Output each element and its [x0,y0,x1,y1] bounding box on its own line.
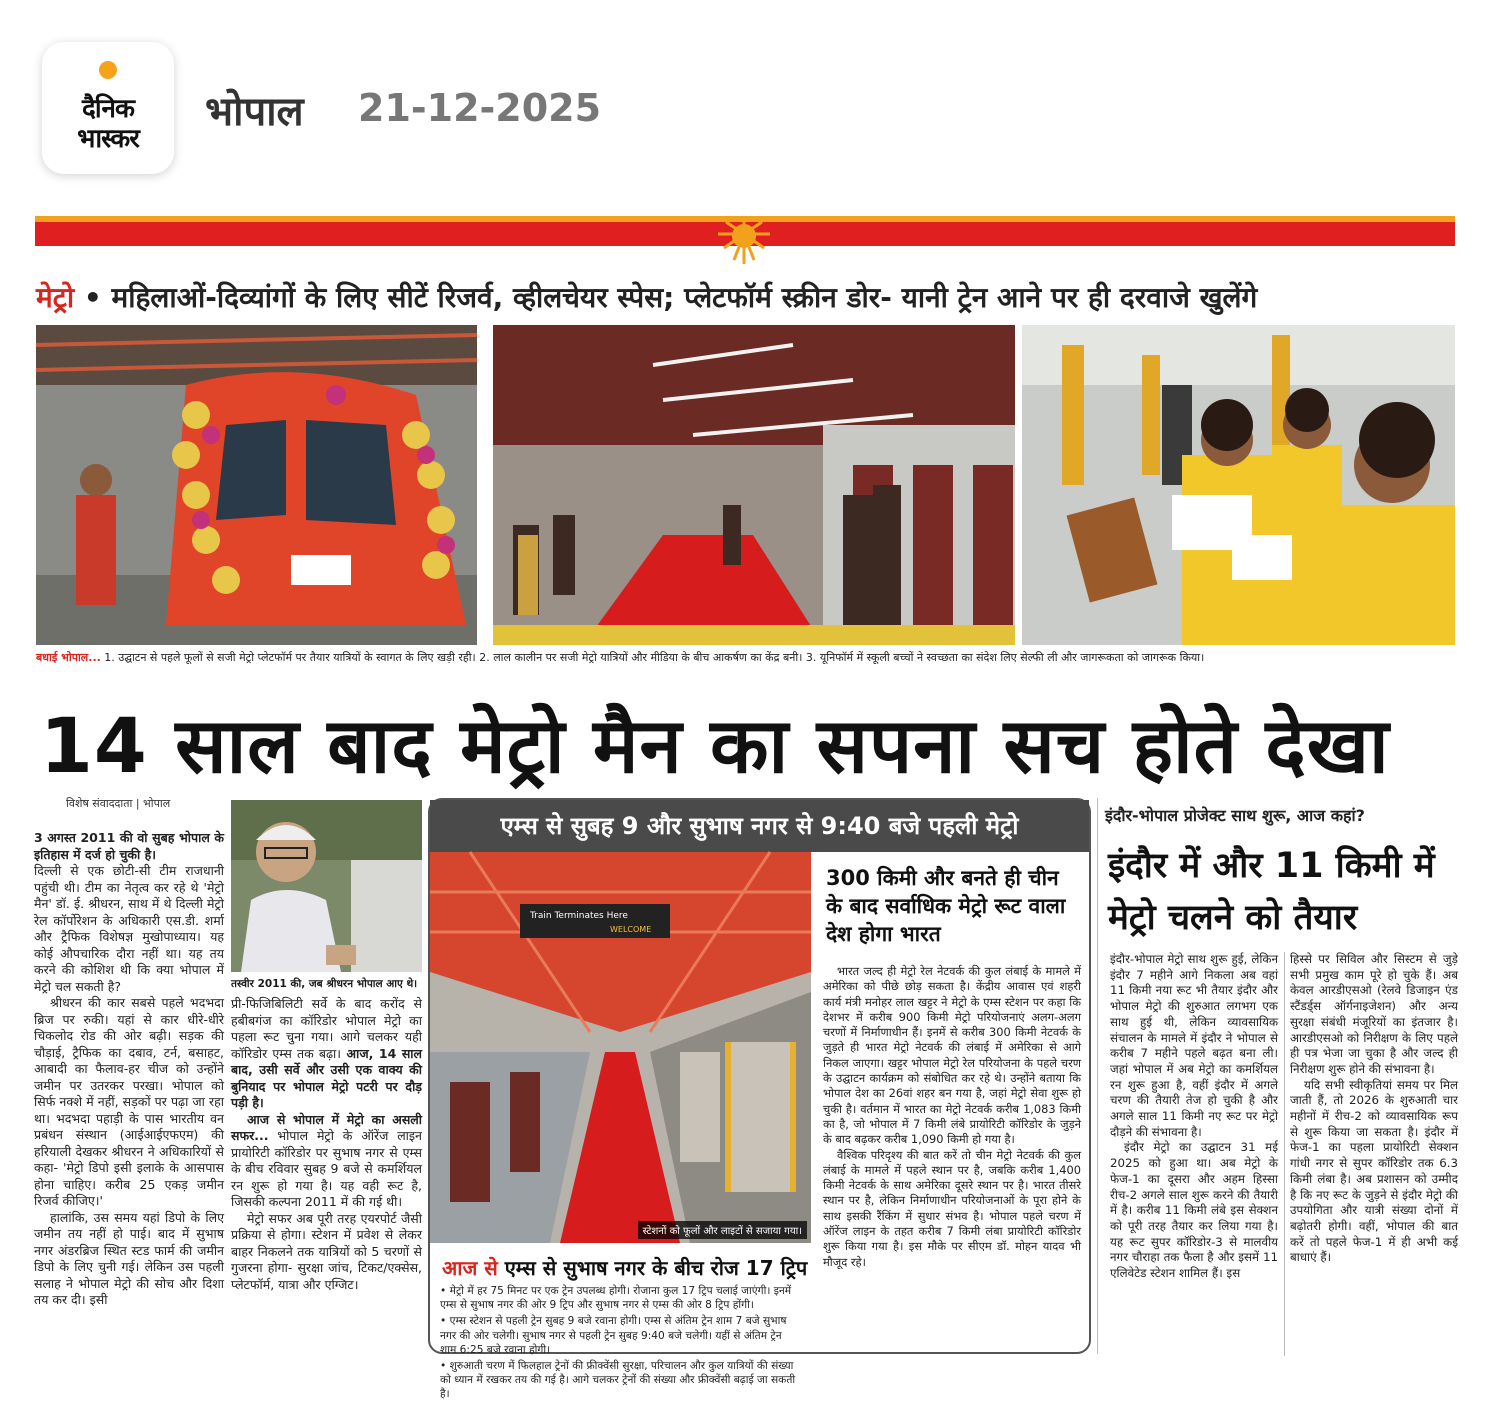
box-title: एम्स से सुबह 9 और सुभाष नगर से 9:40 बजे पहली मेट्रो [430,800,1089,852]
caption-text: 1. उद्घाटन से पहले फूलों से सजी मेट्रो प्लेटफॉर्म पर तैयार यात्रियों के स्वागत के लिए खड़ी रही। 2. लाल कालीन पर सजी मेट्रो यात्रियों और मीडिया के बीच आकर्षण का केंद्र बनी। 3. यूनिफॉर्म में स्कूली बच्चों ने स्वच्छता का संदेश लिए सेल्फी ली और जागरूकता को जागरूक किया। [100,651,1205,664]
logo-text: दैनिक भास्कर [77,94,139,154]
right-column-divider [1284,952,1285,1356]
india-metro-p1: भारत जल्द ही मेट्रो रेल नेटवर्क की कुल लंबाई के मामले में अमेरिका को पीछे छोड़ सकता है। केंद्रीय आवास एवं शहरी कार्य मंत्री मनोहर लाल खट्टर ने मेट्रो के एम्स स्टेशन पर कहा कि देशभर में करीब 900 किमी मेट्रो परियोजनाएं अलग-अलग चरणों में निर्माणाधीन हैं। इनमें से करीब 300 किमी नेटवर्क के जुड़ते ही भारत मेट्रो नेटवर्क की लंबाई में अमेरिका से आगे निकल जाएगा। खट्टर भोपाल मेट्रो रेल परियोजना के पहले चरण के उद्घाटन कार्यक्रम को संबोधित कर रहे थे। उन्होंने बताया कि भोपाल देश का 26वां शहर बन गया है, जहां मेट्रो सेवा शुरू हो चुकी है। वर्तमान में भारत का मेट्रो नेटवर्क करीब 1,083 किमी का है, जो भोपाल में 7 किमी लंबे प्रायोरिटी कॉरिडोर के जुड़ने के बाद बढ़कर करीब 1,090 किमी हो गया है। [823,964,1081,1147]
left-p5-bold: आज से भोपाल में मेट्रो का असली सफर... [231,1111,422,1143]
sign-line-1: Train Terminates Here [530,911,628,921]
left-p2: श्रीधरन की कार सबसे पहले भदभदा ब्रिज पर रुकी। यहां से कार धीरे-धीरे चिकलोद रोड की ओर बढ़ी। सड़क की चौड़ाई, ट्रैफिक का दबाव, टर्न, बसाहट, आबादी का फैलाव-हर चीज को उन्होंने जमीन पर उतरकर परखा। भोपाल को सिर्फ नक्शे में नहीं, सड़कों पर पढ़ा जा रहा था। भदभदा पहाड़ी के पास भारतीय वन प्रबंधन संस्थान (आईआईएफएम) की हरियाली देखकर श्रीधरन ने अधिकारियों से कहा- 'मेट्रो डिपो इसी इलाके के आसपास होना चाहिए। करीब 25 एकड़ जमीन रिजर्व कीजिए।' [34,995,224,1208]
right-article-col-2 [1290,952,1458,1356]
left-p4: प्री-फिजिबिलिटी सर्वे के बाद करोंद से हबीबगंज का कॉरिडोर भोपाल मेट्रो का पहला रूट चुना गया। आगे चलकर यही कॉरिडोर एम्स तक बढ़ा। [231,996,422,1061]
dainik-bhaskar-logo [42,42,174,174]
photo-decorated-metro-front [36,325,477,645]
right-c2-p1: हिस्से पर सिविल और सिस्टम से जुड़े सभी प्रमुख काम पूरे हो चुके हैं। अब केवल आरडीएसओ (रेलवे डिजाइन एंड स्टैंडर्ड्स ऑर्गनाइजेशन) और अन्य सुरक्षा संबंधी मंजूरियों का इंतजार है। आरडीएसओ को निरीक्षण के लिए पहले ही पत्र भेजा जा चुका है और जल्द ही निरीक्षण शुरू होने की संभावना है। [1290,952,1458,1076]
main-headline: 14 साल बाद मेट्रो मैन का सपना सच होते देखा [40,701,1390,790]
band-sun-icon [712,216,776,266]
byline: विशेष संवाददाता | भोपाल [66,797,171,810]
kicker-label: मेट्रो [36,281,75,314]
portrait-caption: तस्वीर 2011 की, जब श्रीधरन भोपाल आए थे। [231,978,418,990]
sign-line-2: WELCOME [610,925,652,934]
india-metro-body [823,964,1081,1270]
right-c2-p2: यदि सभी स्वीकृतियां समय पर मिल जाती हैं, तो 2026 के शुरुआती चार महीनों में रीच-2 को व्यावसायिक रूप से शुरू किया जा सकता है। इंदौर में फेज-1 का पहला प्रायोरिटी सेक्शन गांधी नगर से सुपर कॉरिडोर तक 6.3 किमी लंबा है। अब प्रशासन को उम्मीद है कि नए रूट के जुड़ने से इंदौर मेट्रो की उपयोगिता और यात्री संख्या दोनों में बढ़ोतरी होगी। वहीं, भोपाल की बात करें तो पहले फेज-1 में ही अभी कई बाधाएं हैं। [1290,1077,1458,1265]
photo-red-carpet-platform [493,325,1015,645]
right-c1-p1: इंदौर-भोपाल मेट्रो साथ शुरू हुई, लेकिन इंदौर 7 महीने आगे निकला अब वहां 11 किमी नया रूट भी तैयार इंदौर और भोपाल मेट्रो की शुरुआत लगभग एक साथ हुई थी, लेकिन व्यावसायिक संचालन के मामले में इंदौर ने भोपाल से करीब 7 महीने पहले बढ़त बना ली। जहां भोपाल में अब मेट्रो का कमर्शियल रन शुरू हुआ है, वहीं इंदौर में अगले चरण की तैयारी तेज हो चुकी है और अगले साल 11 किमी नए रूट पर मेट्रो दौड़ने की संभावना है। [1110,952,1278,1139]
right-article-col-1 [1110,952,1278,1356]
left-p6: मेट्रो सफर अब पूरी तरह एयरपोर्ट जैसी प्रक्रिया से होगा। स्टेशन में प्रवेश से लेकर बाहर निकलने तक यात्रियों को 5 चरणों से गुजरना होगा- सुरक्षा जांच, टिकट/एक्सेस, प्लेटफॉर्म, यात्रा और एग्जिट। [231,1210,422,1292]
photo-students-selfie [1022,325,1455,645]
station-photo-caption: स्टेशनों को फूलों और लाइटों से सजाया गया। [638,1221,807,1239]
photo-caption [36,650,1456,665]
trip-bullet: • शुरुआती चरण में फिलहाल ट्रेनों की फ्रीक्वेंसी सुरक्षा, परिचालन और कुल यात्रियों की संख्या को ध्यान में रखकर तय की गई है। आगे चलकर ट्रेनों की संख्या और फ्रीक्वेंसी बढ़ाई जा सकती है। [440,1360,796,1401]
daily-trips-list [440,1284,798,1404]
left-p4-bold: आज, 14 साल बाद, उसी सर्वे और उसी एक वाक्य की बुनियाद पर भोपाल मेट्रो पटरी पर दौड़ पड़ी है। [231,1045,422,1110]
section-kicker [36,278,1257,316]
left-p1: दिल्ली से एक छोटी-सी टीम राजधानी पहुंची थी। टीम का नेतृत्व कर रहे थे 'मेट्रो मैन' डॉ. ई. श्रीधरन, साथ में थे दिल्ली मेट्रो रेल कॉर्पोरेशन के अधिकारी एस.डी. शर्मा और ट्रैफिक विशेषज्ञ मुखोपाध्याय। यह कोई औपचारिक दौरा नहीं था। यह तय करने की कोशिश थी कि क्या भोपाल में मेट्रो चल सकती है? [34,863,224,994]
edition-city: भोपाल [205,89,304,135]
center-info-box [428,798,1091,1401]
daily-trips-title-text: एम्स से सुभाष नगर के बीच रोज 17 ट्रिप [497,1256,808,1280]
portrait-sreedharan-photo [231,800,422,972]
right-c1-p2: इंदौर मेट्रो का उद्घाटन 31 मई 2025 को हुआ था। अब मेट्रो के फेज-1 का दूसरा और अहम हिस्सा रीच-2 अगले साल शुरू करने की तैयारी में है। करीब 11 किमी लंबे इस सेक्शन को पूरी तरह तैयार कर लिया गया है। यह रूट सुपर कॉरिडोर-3 से मालवीय नगर चौराहा तक फैला है और इसमें 11 एलिवेटेड स्टेशन शामिल हैं। इस [1110,1140,1278,1281]
column-divider [1097,798,1098,1354]
right-kicker: इंदौर-भोपाल प्रोजेक्ट साथ शुरू, आज कहां? [1105,806,1365,825]
left-p3: हालांकि, उस समय यहां डिपो के लिए जमीन तय नहीं हो पाई। बाद में सुभाष नगर अंडरब्रिज स्थित स्टड फार्म की जमीन डिपो के लिए चुनी गई। लेकिन उस पहली सलाह ने भोपाल मेट्रो की सोच और दिशा तय कर दी। इसी [34,1209,224,1307]
kicker-text: • महिलाओं-दिव्यांगों के लिए सीटें रिजर्व, व्हीलचेयर स्पेस; प्लेटफॉर्म स्क्रीन डोर- यानी ट्रेन आने पर ही दरवाजे खुलेंगे [74,281,1258,314]
edition-date: 21-12-2025 [358,86,602,130]
photo-decorated-station [430,852,811,1243]
daily-trips-title [442,1254,807,1281]
left-article-col-1 [34,830,224,1355]
daily-trips-title-red: आज से [442,1256,498,1280]
india-metro-subheadline: 300 किमी और बनते ही चीन के बाद सर्वाधिक मेट्रो रूट वाला देश होगा भारत [826,866,1066,946]
trip-bullet: • मेट्रो में हर 75 मिनट पर एक ट्रेन उपलब्ध होगी। रोजाना कुल 17 ट्रिप चलाई जाएंगी। इनमें एम्स से सुभाष नगर की ओर 9 ट्रिप और सुभाष नगर से एम्स की ओर 8 ट्रिप होंगी। [440,1285,792,1312]
left-p5: भोपाल मेट्रो के ऑरेंज लाइन प्रायोरिटी कॉरिडोर पर सुभाष नगर से एम्स के बीच रविवार सुबह 9 बजे से कमर्शियल रन शुरू हो गया है। यह वही रूट है, जिसकी कल्पना 2011 में की गई थी। [231,1128,422,1209]
trip-bullet: • एम्स स्टेशन से पहली ट्रेन सुबह 9 बजे रवाना होगी। एम्स से अंतिम ट्रेन शाम 7 बजे सुभाष नगर की ओर चलेगी। सुभाष नगर से पहली ट्रेन सुबह 9:40 बजे चलेगी। यहीं से अंतिम ट्रेन शाम 6:25 बजे रवाना होगी। [440,1315,787,1356]
sun-icon [94,56,122,84]
left-article-col-2 [231,996,422,1356]
right-headline: इंदौर में और 11 किमी में मेट्रो चलने को तैयार [1108,846,1435,938]
india-metro-p2: वैश्विक परिदृश्य की बात करें तो चीन मेट्रो नेटवर्क की कुल लंबाई के मामले में पहले स्थान पर है, जबकि करीब 1,400 किमी नेटवर्क के साथ अमेरिका दूसरे स्थान पर है। भारत तीसरे स्थान पर है, लेकिन निर्माणाधीन परियोजनाओं के पूरा होने के साथ इसकी रैंकिंग में सुधार संभव है। भोपाल पहले चरण में ऑरेंज लाइन के तहत करीब 7 किमी लंबा प्रायोरिटी कॉरिडोर शुरू किया गया है। इस मौके पर सीएम डॉ. मोहन यादव भी मौजूद रहे। [823,1147,1081,1269]
left-intro: 3 अगस्त 2011 की वो सुबह भोपाल के इतिहास में दर्ज हो चुकी है। [34,830,224,862]
caption-lead: बधाई भोपाल... [36,651,101,664]
